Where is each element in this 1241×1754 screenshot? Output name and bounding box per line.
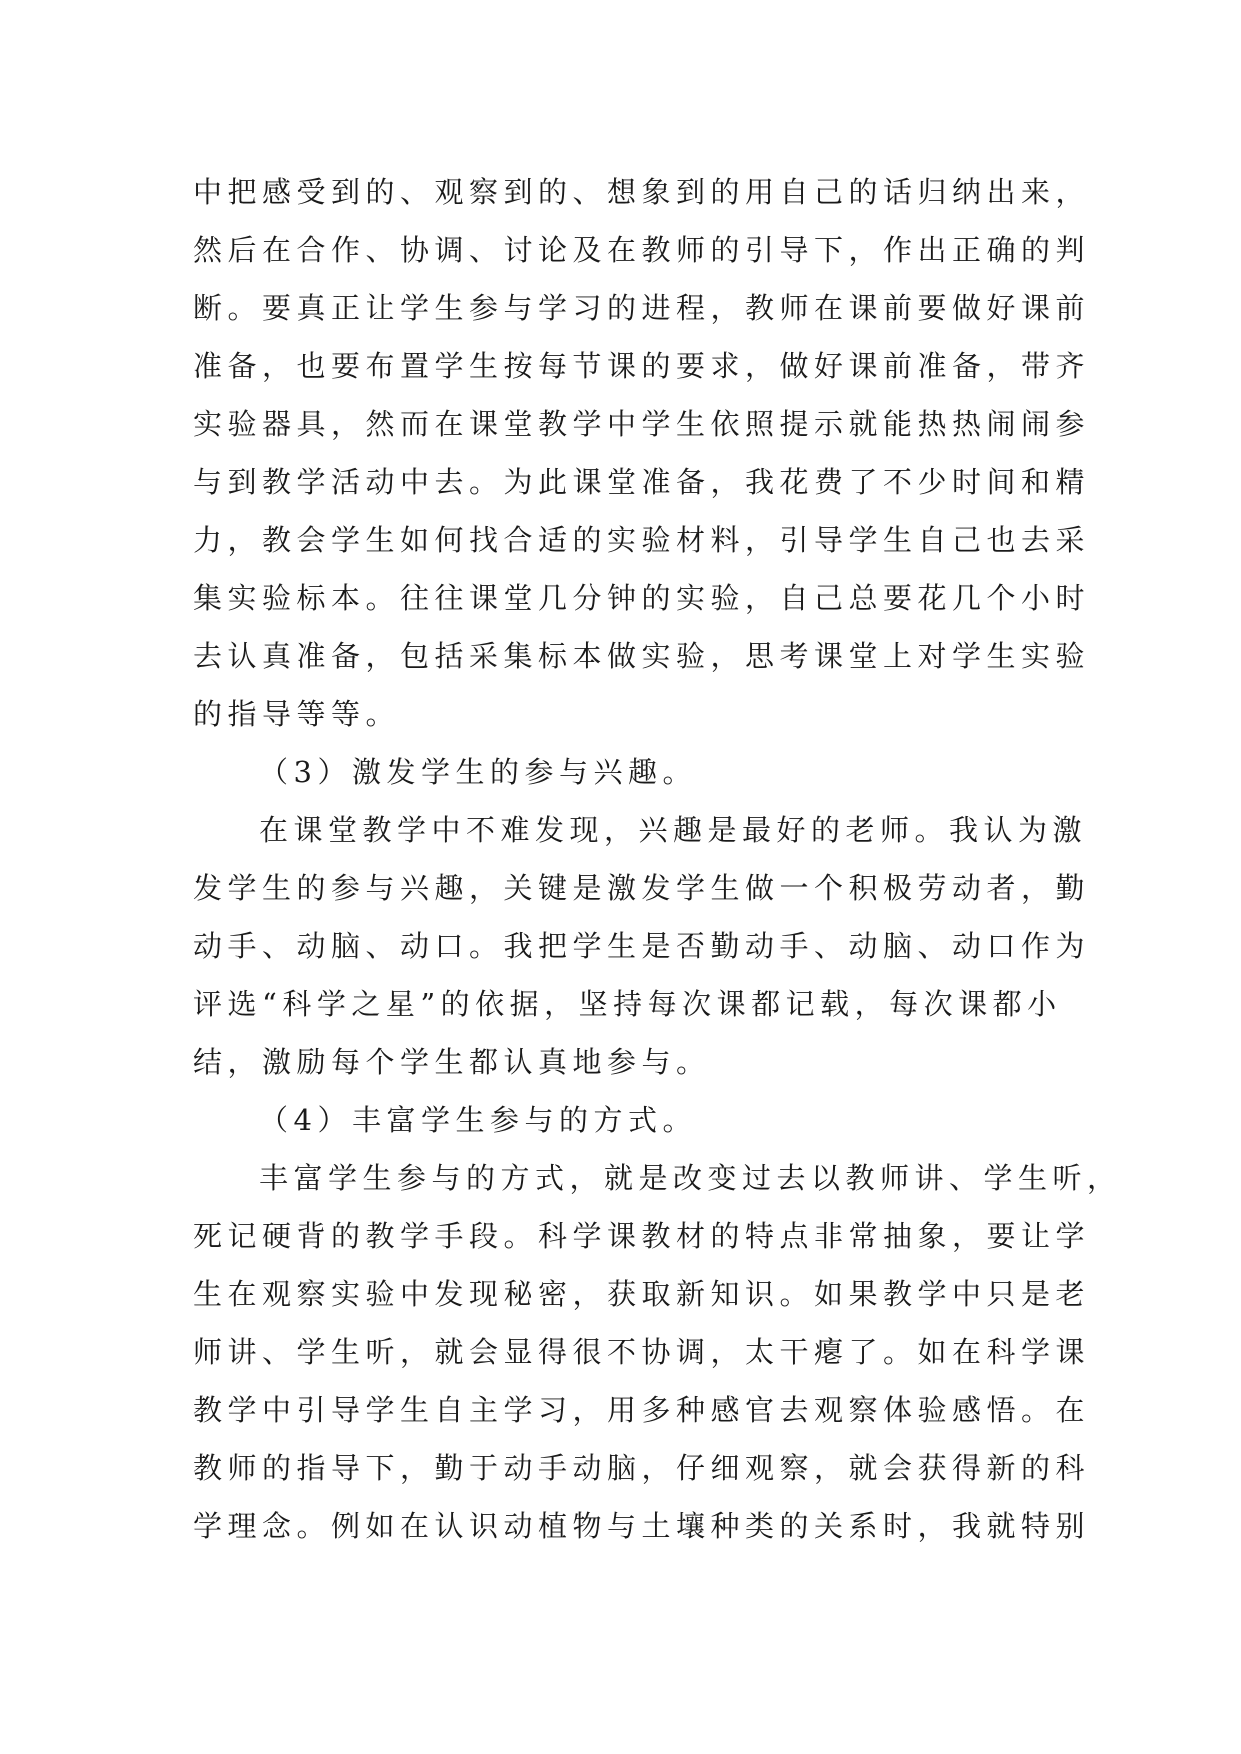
section-heading: （4）丰富学生参与的方式。 (259, 1103, 697, 1137)
text-line: 结，激励每个学生都认真地参与。 (193, 1045, 711, 1079)
text-line: 断。要真正让学生参与学习的进程，教师在课前要做好课前 (193, 291, 1091, 325)
text-line: 教师的指导下，勤于动手动脑，仔细观察，就会获得新的科 (193, 1451, 1091, 1485)
text-line: 评选“科学之星”的依据，坚持每次课都记载，每次课都小 (193, 987, 1062, 1021)
text-line: 生在观察实验中发现秘密，获取新知识。如果教学中只是老 (193, 1277, 1091, 1311)
paragraph-first-line: 丰富学生参与的方式，就是改变过去以教师讲、学生听， (259, 1161, 1122, 1195)
text-line: 师讲、学生听，就会显得很不协调，太干瘪了。如在科学课 (193, 1335, 1091, 1369)
paragraph-first-line: 在课堂教学中不难发现，兴趣是最好的老师。我认为激 (259, 813, 1088, 847)
text-line: 力，教会学生如何找合适的实验材料，引导学生自己也去采 (193, 523, 1091, 557)
text-line: 学理念。例如在认识动植物与土壤种类的关系时，我就特别 (193, 1509, 1091, 1543)
text-line: 实验器具，然而在课堂教学中学生依照提示就能热热闹闹参 (193, 407, 1091, 441)
text-line: 发学生的参与兴趣，关键是激发学生做一个积极劳动者，勤 (193, 871, 1091, 905)
document-body (193, 163, 1122, 1555)
text-line: 动手、动脑、动口。我把学生是否勤动手、动脑、动口作为 (193, 929, 1091, 963)
text-line: 死记硬背的教学手段。科学课教材的特点非常抽象，要让学 (193, 1219, 1091, 1253)
text-line: 中把感受到的、观察到的、想象到的用自己的话归纳出来， (193, 175, 1091, 209)
text-line: 教学中引导学生自主学习，用多种感官去观察体验感悟。在 (193, 1393, 1091, 1427)
text-line: 然后在合作、协调、讨论及在教师的引导下，作出正确的判 (193, 233, 1091, 267)
text-line: 集实验标本。往往课堂几分钟的实验，自己总要花几个小时 (193, 581, 1091, 615)
text-line: 与到教学活动中去。为此课堂准备，我花费了不少时间和精 (193, 465, 1091, 499)
text-line: 的指导等等。 (193, 697, 401, 731)
section-heading: （3）激发学生的参与兴趣。 (259, 755, 697, 789)
text-line: 准备，也要布置学生按每节课的要求，做好课前准备，带齐 (193, 349, 1091, 383)
text-line: 去认真准备，包括采集标本做实验，思考课堂上对学生实验 (193, 639, 1091, 673)
